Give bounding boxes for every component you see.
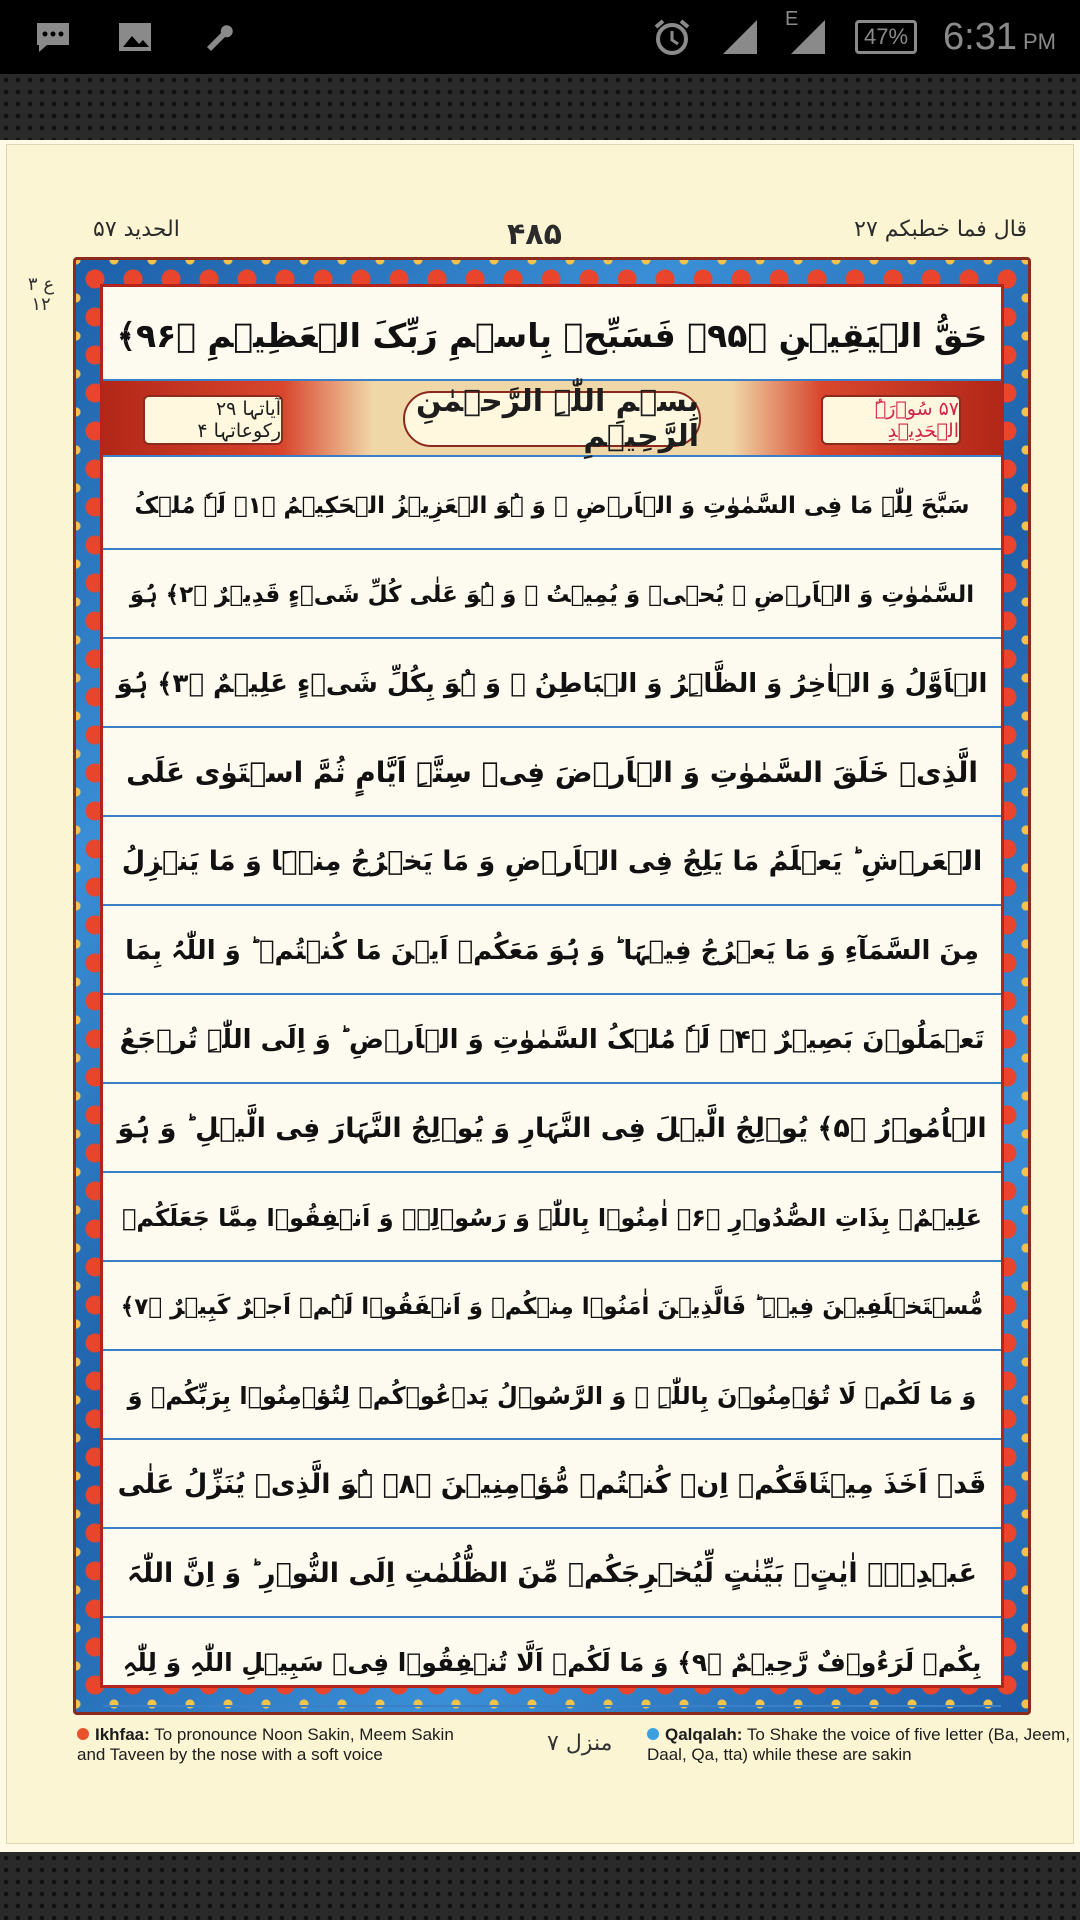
verse-line-box (103, 1084, 1001, 1173)
battery-icon (855, 20, 917, 54)
header-para: قال فما خطبکم ۲۷ (854, 217, 1027, 242)
clock: 6:31 PM (943, 15, 1056, 58)
verse-line: وَ مَا لَکُمۡ لَا تُؤۡمِنُوۡنَ بِاللّٰہِ ۚ وَ الرَّسُوۡلُ یَدۡعُوۡکُمۡ لِتُؤۡمِنُوۡا بِرَبِّکُمۡ وَ (127, 1381, 977, 1410)
ruku-marker: ع ۳ ۱۲ (27, 274, 55, 315)
verse-line-box (103, 817, 1001, 906)
top-dotted-band (0, 74, 1080, 140)
verse-line-box (103, 728, 1001, 817)
quran-page[interactable] (0, 140, 1080, 1852)
verse-line: تَعۡمَلُوۡنَ بَصِیۡرٌ ﴿۴﴾ لَہٗ مُلۡکُ السَّمٰوٰتِ وَ الۡاَرۡضِ ؕ وَ اِلَی اللّٰہِ تُرۡجَعُ (119, 1024, 985, 1055)
header-page-number: ۴۸۵ (507, 217, 562, 252)
bottom-dotted-band (0, 1852, 1080, 1920)
verse-line: الۡاَوَّلُ وَ الۡاٰخِرُ وَ الظَّاہِرُ وَ الۡبَاطِنُ ۚ وَ ہُوَ بِکُلِّ شَیۡءٍ عَلِیۡمٌ ﴿۳﴾ ہُوَ (116, 668, 988, 699)
ornamental-frame (73, 257, 1031, 1715)
verse-line-box (103, 639, 1001, 728)
bismillah: بِسۡمِ اللّٰہِ الرَّحۡمٰنِ الرَّحِیۡمِ (403, 391, 701, 447)
status-bar (0, 0, 1080, 74)
text-area (100, 284, 1004, 1688)
header-surah: الحدید ۵۷ (93, 217, 180, 242)
page-sheet (6, 144, 1074, 1844)
verse-line: الَّذِیۡ خَلَقَ السَّمٰوٰتِ وَ الۡاَرۡضَ فِیۡ سِتَّۃِ اَیَّامٍ ثُمَّ اسۡتَوٰی عَلَی (126, 756, 978, 789)
verse-line-box (103, 1529, 1001, 1618)
battery-level: 47% (863, 24, 909, 49)
manzil-label: منزل ۷ (547, 1731, 613, 1756)
verse-line-box (103, 550, 1001, 639)
surah-name: ۵۷ سُوۡرَۃُ الۡحَدِیۡدِ (821, 395, 961, 445)
verse-line-box (103, 906, 1001, 995)
verse-line: بِکُمۡ لَرَءُوۡفٌ رَّحِیۡمٌ ﴿۹﴾ وَ مَا لَکُمۡ اَلَّا تُنۡفِقُوۡا فِیۡ سَبِیۡلِ اللّٰہِ وَ لِلّٰہِ (122, 1648, 982, 1677)
verse-line: مُّسۡتَخۡلَفِیۡنَ فِیۡہِ ؕ فَالَّذِیۡنَ اٰمَنُوۡا مِنۡکُمۡ وَ اَنۡفَقُوۡا لَہُمۡ اَجۡرٌ کَبِیۡرٌ ﴿۷﴾ (120, 1293, 984, 1320)
verse-line: سَبَّحَ لِلّٰہِ مَا فِی السَّمٰوٰتِ وَ الۡاَرۡضِ ۚ وَ ہُوَ الۡعَزِیۡزُ الۡحَکِیۡمُ ﴿۱﴾ لَہٗ مُلۡکُ (134, 492, 970, 519)
verse-line: عَبۡدِہٖۤ اٰیٰتٍۭ بَیِّنٰتٍ لِّیُخۡرِجَکُمۡ مِّنَ الظُّلُمٰتِ اِلَی النُّوۡرِ ؕ وَ اِنَّ اللّٰہَ (127, 1558, 977, 1589)
alarm-icon (651, 16, 693, 58)
image-icon[interactable] (114, 16, 156, 58)
signal-e-icon (784, 8, 829, 58)
surah-info: آیاتہا ۲۹ رکوعاتہا ۴ (143, 395, 283, 445)
signal-icon (719, 16, 761, 58)
tool-icon[interactable] (196, 16, 238, 58)
verse-line-box (103, 1618, 1001, 1707)
verse-line: عَلِیۡمٌۢ بِذَاتِ الصُّدُوۡرِ ﴿۶﴾ اٰمِنُوۡا بِاللّٰہِ وَ رَسُوۡلِہٖ وَ اَنۡفِقُوۡا مِمَّا جَعَلَکُمۡ (121, 1203, 983, 1232)
verse-line-box (103, 1351, 1001, 1440)
verse-line-box (103, 461, 1001, 550)
footer-qalqalah: Qalqalah: To Shake the voice of five letter (Ba, Jeem, Daal, Qa, tta) while these are sakin (647, 1725, 1071, 1764)
verse-line: قَدۡ اَخَذَ مِیۡثَاقَکُمۡ اِنۡ کُنۡتُمۡ مُّؤۡمِنِیۡنَ ﴿۸﴾ ہُوَ الَّذِیۡ یُنَزِّلُ عَلٰی (117, 1469, 987, 1500)
message-icon[interactable] (32, 16, 74, 58)
verse-line-box (103, 995, 1001, 1084)
verse-line-box (103, 1262, 1001, 1351)
qalqalah-dot-icon (647, 1728, 659, 1740)
verse-line: مِنَ السَّمَآءِ وَ مَا یَعۡرُجُ فِیۡہَا ؕ وَ ہُوَ مَعَکُمۡ اَیۡنَ مَا کُنۡتُمۡ ؕ وَ اللّٰہُ بِمَا (125, 935, 979, 966)
verse-line: الۡعَرۡشِ ؕ یَعۡلَمُ مَا یَلِجُ فِی الۡاَرۡضِ وَ مَا یَخۡرُجُ مِنۡہَا وَ مَا یَنۡزِلُ (121, 846, 983, 877)
verse-line-box (103, 1173, 1001, 1262)
footer-ikhfaa: Ikhfaa: To pronounce Noon Sakin, Meem Sakin and Taveen by the nose with a soft voice (77, 1725, 454, 1764)
verse-line: السَّمٰوٰتِ وَ الۡاَرۡضِ ۚ یُحۡیٖ وَ یُمِیۡتُ ۚ وَ ہُوَ عَلٰی کُلِّ شَیۡءٍ قَدِیۡرٌ ﴿۲﴾ ہُوَ (129, 581, 975, 608)
surah-heading (103, 379, 1001, 457)
network-type: E (784, 8, 799, 30)
verse-line: الۡاُمُوۡرُ ﴿۵﴾ یُوۡلِجُ الَّیۡلَ فِی النَّہَارِ وَ یُوۡلِجُ النَّہَارَ فِی الَّیۡلِ ؕ وَ ہُوَ (117, 1113, 987, 1144)
verse-line-top: حَقُّ الۡیَقِیۡنِ ﴿۹۵﴾ فَسَبِّحۡ بِاسۡمِ رَبِّکَ الۡعَظِیۡمِ ﴿۹۶﴾ (116, 315, 988, 355)
ikhfaa-dot-icon (77, 1728, 89, 1740)
verse-line-box (103, 1440, 1001, 1529)
